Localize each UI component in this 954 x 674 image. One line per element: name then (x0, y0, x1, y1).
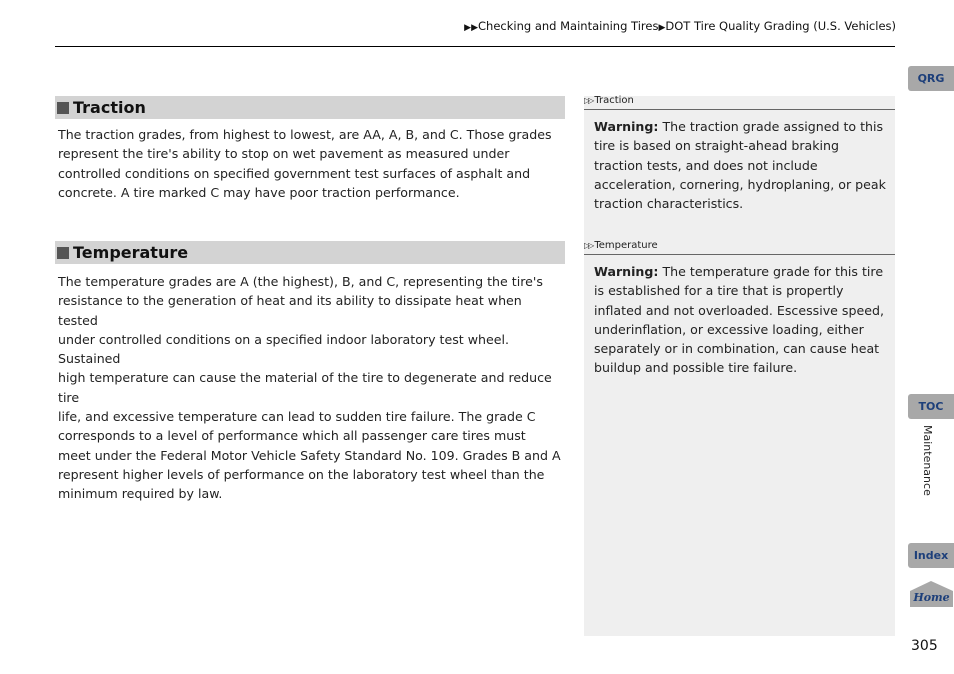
warning-label: Warning: (594, 264, 659, 279)
note-label-traction[interactable] (584, 95, 895, 110)
note-label-text: Traction (594, 95, 634, 106)
note-text-temperature (594, 262, 889, 378)
note-label-text: Temperature (594, 240, 658, 251)
note-text-traction (594, 117, 889, 213)
breadcrumb-current: DOT Tire Quality Grading (U.S. Vehicles) (665, 19, 896, 33)
index-tab[interactable]: Index (908, 543, 954, 568)
breadcrumb (464, 19, 896, 33)
warning-text: The temperature grade for this tire is established for a tire that is propertly inflated and not overloaded. Escessive speed, underinflation, or excessive loading, either separately or in combination, can cause heat buildup and possible tire failure. (594, 264, 884, 376)
breadcrumb-separator-icon: ▶ (658, 23, 666, 33)
section-heading-traction (55, 96, 565, 119)
home-button[interactable] (909, 580, 954, 608)
section-body-temperature: The temperature grades are A (the highest), B, and C, representing the tire's resistance to the generation of heat and its ability to dissipate heat when tested under controlled conditions on a specified indoor laboratory test wheel. Sustained high temperature can cause the material of the tire to degenerate and reduce tire life, and excessive temperature can lead to sudden tire failure. The grade C corresponds to a level of performance which all passenger care tires must meet under the Federal Motor Vehicle Safety Standard No. 109. Grades B and A represent higher levels of performance on the laboratory test wheel than the minimum required by law. (58, 274, 561, 502)
qrg-tab[interactable]: QRG (908, 66, 954, 91)
square-bullet-icon (57, 247, 69, 259)
note-link-icon: ▷▷ (584, 241, 593, 250)
chapter-label: Maintenance (921, 425, 934, 496)
note-label-temperature[interactable] (584, 240, 895, 255)
section-title: Temperature (73, 243, 189, 262)
breadcrumb-arrows-icon: ▶▶ (464, 23, 479, 33)
square-bullet-icon (57, 102, 69, 114)
home-label: Home (913, 591, 950, 604)
page-number: 305 (911, 638, 938, 654)
section-body-traction: The traction grades, from highest to lowest, are AA, A, B, and C. Those grades represent the tire's ability to stop on wet pavement as measured under controlled conditions on specified government test surfaces of asphalt and concrete. A tire marked C may have poor traction performance. (58, 127, 552, 200)
header-rule (55, 46, 895, 47)
section-title: Traction (73, 98, 146, 117)
breadcrumb-link-tires[interactable]: Checking and Maintaining Tires (478, 19, 659, 33)
warning-label: Warning: (594, 119, 659, 134)
warning-text: The traction grade assigned to this tire is based on straight-ahead braking traction tests, and does not include acceleration, cornering, hydroplaning, or peak traction characteristics. (594, 119, 886, 212)
section-heading-temperature (55, 241, 565, 264)
toc-tab[interactable]: TOC (908, 394, 954, 419)
note-link-icon: ▷▷ (584, 96, 593, 105)
